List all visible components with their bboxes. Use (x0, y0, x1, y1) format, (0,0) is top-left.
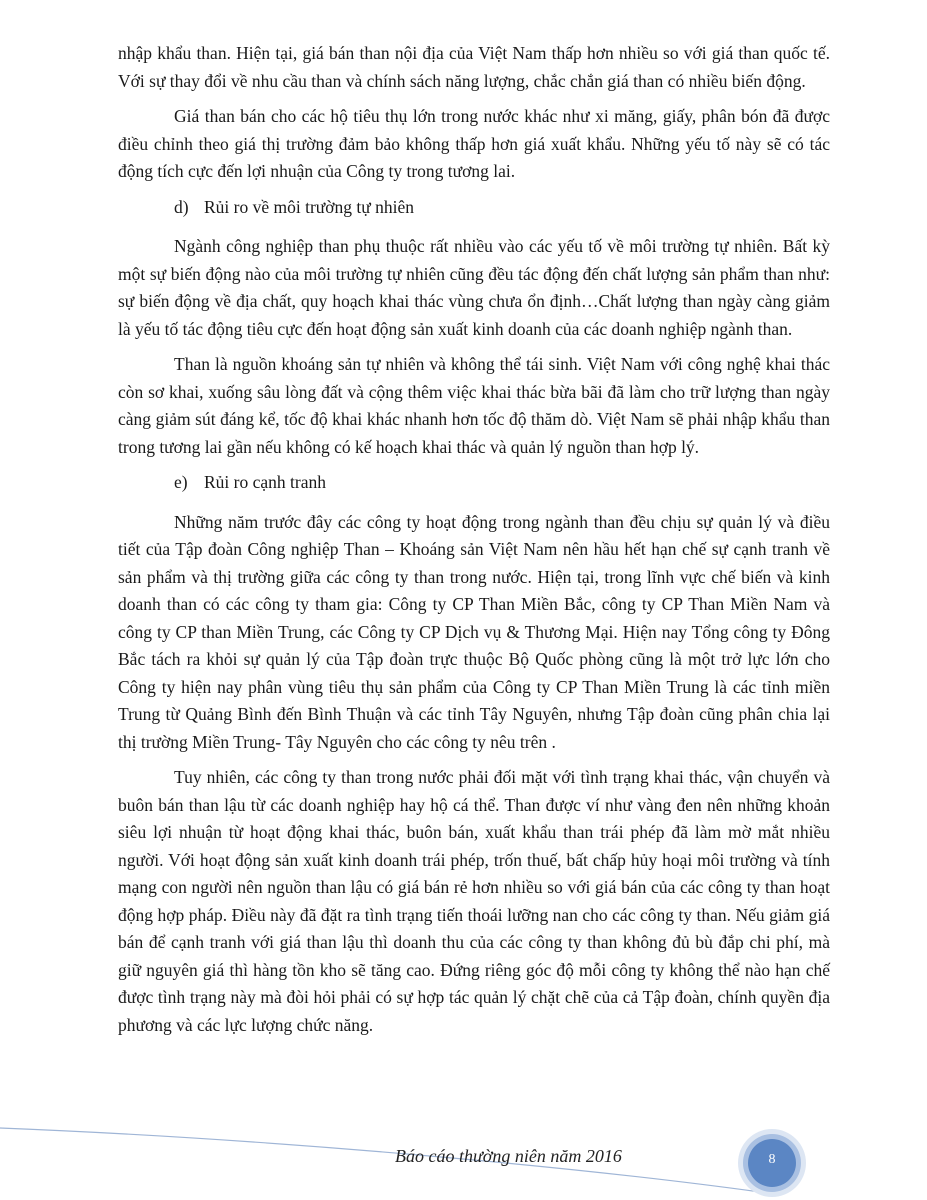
heading-d-text: Rủi ro về môi trường tự nhiên (204, 196, 415, 217)
paragraph-coal-price: Giá than bán cho các hộ tiêu thụ lớn trong nước khác như xi măng, giấy, phân bón đã được điều chỉnh theo giá thị trường đảm bảo không thấp hơn giá xuất khẩu. Những yếu tố này sẽ có tác động tích cực đến lợi nhuận của Công ty trong tương lai. (118, 106, 830, 181)
paragraph-illegal-coal: Tuy nhiên, các công ty than trong nước phải đối mặt với tình trạng khai thác, vận chuyển và buôn bán than lậu từ các doanh nghiệp hay hộ cá thể. Than được ví như vàng đen nên những khoản siêu lợi nhuận từ hoạt động khai thác, buôn bán, xuất khẩu than trái phép đã làm mờ mắt nhiều người. Với hoạt động sản xuất kinh doanh trái phép, trốn thuế, bất chấp hủy hoại môi trường và tính mạng con người nên nguồn than lậu có giá bán rẻ hơn nhiều so với giá bán của các công ty than hoạt động hợp pháp. Điều này đã đặt ra tình trạng tiến thoái lưỡng nan cho các công ty than. Nếu giảm giá bán để cạnh tranh với giá than lậu thì doanh thu của các công ty than không đủ bù đắp chi phí, mà giữ nguyên giá thì hàng tồn kho sẽ tăng cao. Đứng riêng góc độ mỗi công ty không thể nào hạn chế được tình trạng này mà đòi hỏi phải có sự hợp tác quản lý chặt chẽ của cả Tập đoàn, chính quyền địa phương và các lực lượng chức năng. (118, 767, 830, 1035)
heading-d-letter: d) (174, 196, 189, 217)
paragraph-continued: nhập khẩu than. Hiện tại, giá bán than nội địa của Việt Nam thấp hơn nhiều so với giá than quốc tế. Với sự thay đổi về nhu cầu than và chính sách năng lượng, chắc chắn giá than có nhiều biến động. (118, 43, 830, 91)
document-body (118, 40, 830, 1047)
heading-e-text: Rủi ro cạnh tranh (204, 472, 326, 492)
section-heading-d (118, 194, 830, 222)
section-heading-e (118, 469, 830, 497)
paragraph-competition: Những năm trước đây các công ty hoạt động trong ngành than đều chịu sự quản lý và điều tiết của Tập đoàn Công nghiệp Than – Khoáng sản Việt Nam nên hầu hết hạn chế sự cạnh tranh về sản phẩm và thị trường giữa các công ty than trong nước. Hiện tại, trong lĩnh vực chế biến và kinh doanh than có các công ty tham gia: Công ty CP Than Miền Bắc, công ty CP Than Miền Nam và công ty CP than Miền Trung, các Công ty CP Dịch vụ & Thương Mại. Hiện nay Tổng công ty Đông Bắc tách ra khỏi sự quản lý của Tập đoàn trực thuộc Bộ Quốc phòng cũng là một trở lực lớn cho Công ty hiện nay phân vùng tiêu thụ sản phẩm của Công ty CP Than Miền Trung là các tỉnh miền Trung từ Quảng Bình đến Bình Thuận và các tỉnh Tây Nguyên, nhưng Tập đoàn cũng phân chia lại thị trường Miền Trung- Tây Nguyên cho các công ty nêu trên . (118, 511, 830, 752)
page-number: 8 (768, 1152, 776, 1167)
footer-report-title: Báo cáo thường niên năm 2016 (395, 1146, 622, 1166)
paragraph-natural-env: Ngành công nghiệp than phụ thuộc rất nhiều vào các yếu tố về môi trường tự nhiên. Bất kỳ một sự biến động nào của môi trường tự nhiên cũng đều tác động đến chất lượng sản phẩm than như: sự biến động về địa chất, quy hoạch khai thác vùng chưa ổn định…Chất lượng than ngày càng giảm là yếu tố tác động tiêu cực đến hoạt động sản xuất kinh doanh của các doanh nghiệp ngành than. (118, 236, 830, 339)
heading-e-letter: e) (174, 472, 188, 492)
paragraph-resources: Than là nguồn khoáng sản tự nhiên và không thể tái sinh. Việt Nam với công nghệ khai thác còn sơ khai, xuống sâu lòng đất và cộng thêm việc khai thác bừa bãi đã làm cho trữ lượng than ngày càng giảm sút đáng kể, tốc độ khai khác nhanh hơn tốc độ thăm dò. Việt Nam sẽ phải nhập khẩu than trong tương lai gần nếu không có kế hoạch khai thác và quản lý nguồn than hợp lý. (118, 354, 830, 457)
